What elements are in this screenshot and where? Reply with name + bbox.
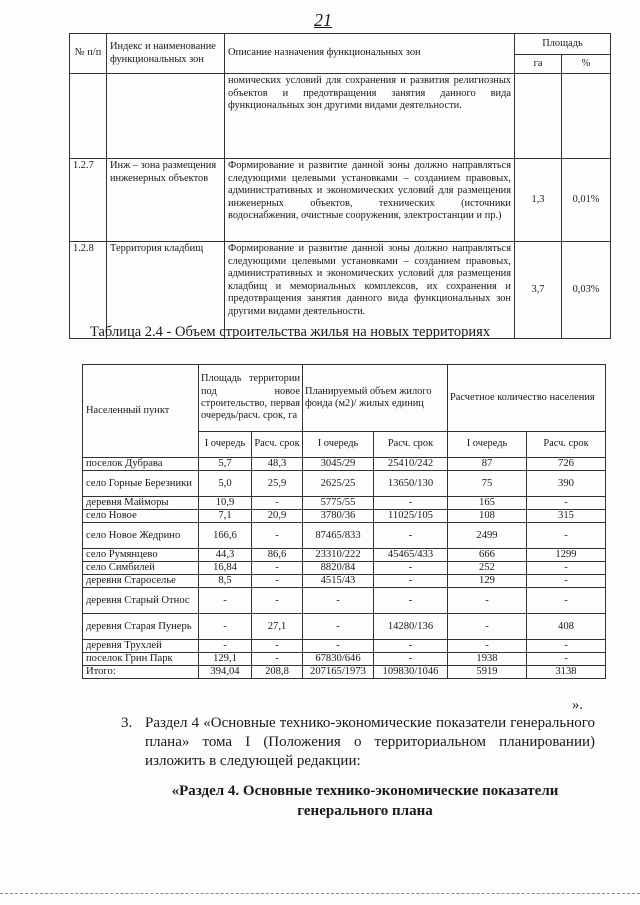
table-row [83, 640, 606, 653]
zone-percent: 0,03% [562, 242, 611, 339]
table-row [83, 471, 606, 497]
table-row [83, 549, 606, 562]
settlement-name: деревня Трухлей [83, 640, 199, 653]
area-calc: - [252, 640, 303, 653]
area-calc: 27,1 [252, 614, 303, 640]
fund-first: 23310/222 [303, 549, 374, 562]
area-calc: 25,9 [252, 471, 303, 497]
fund-calc: 13650/130 [374, 471, 448, 497]
header-calc-term: Расч. срок [252, 432, 303, 458]
fund-first: 5775/55 [303, 497, 374, 510]
population-calc: 3138 [527, 666, 606, 679]
table-row [83, 458, 606, 471]
zone-hectares: 1,3 [515, 159, 562, 242]
population-first: - [448, 588, 527, 614]
zone-number: 1.2.7 [70, 159, 107, 242]
header-percent: % [562, 55, 611, 74]
table-row [83, 523, 606, 549]
page-number: 21 [314, 10, 332, 30]
area-first: 10,9 [199, 497, 252, 510]
total-row [83, 666, 606, 679]
area-first: 166,6 [199, 523, 252, 549]
area-calc: - [252, 575, 303, 588]
area-calc: - [252, 497, 303, 510]
zone-description: Формирование и развитие данной зоны должно направляться следующими целевыми установками – созданием правовых, административных и экономических условий для размещения инженерных объектов, технических (источники водоснабжения, очистные сооружения, электростанции и пр.) [225, 159, 515, 242]
settlement-name: село Новое Жедрино [83, 523, 199, 549]
table-row [83, 510, 606, 523]
fund-first: 8820/84 [303, 562, 374, 575]
fund-first: - [303, 588, 374, 614]
area-calc: - [252, 653, 303, 666]
population-calc: - [527, 653, 606, 666]
header-first-stage: I очередь [303, 432, 374, 458]
area-first: 5,7 [199, 458, 252, 471]
table-row [83, 588, 606, 614]
fund-calc: - [374, 588, 448, 614]
area-first: 8,5 [199, 575, 252, 588]
header-first-stage: I очередь [448, 432, 527, 458]
area-calc: - [252, 588, 303, 614]
zone-name: Инж – зона размещения инженерных объектов [107, 159, 225, 242]
area-calc: 86,6 [252, 549, 303, 562]
population-first: 5919 [448, 666, 527, 679]
table-cell [515, 74, 562, 159]
zone-name: Территория кладбищ [107, 242, 225, 339]
area-first: - [199, 614, 252, 640]
population-calc: 390 [527, 471, 606, 497]
table-row [83, 653, 606, 666]
table-row [83, 562, 606, 575]
fund-calc: - [374, 562, 448, 575]
settlement-name: деревня Староселье [83, 575, 199, 588]
population-first: 75 [448, 471, 527, 497]
settlement-name: село Румянцево [83, 549, 199, 562]
area-first: 16,84 [199, 562, 252, 575]
fund-first: - [303, 640, 374, 653]
amendment-paragraph [121, 714, 595, 772]
closing-quote: ». [572, 697, 583, 713]
fund-first: 67830/646 [303, 653, 374, 666]
area-first: 44,3 [199, 549, 252, 562]
settlement-name: село Горные Березники [83, 471, 199, 497]
population-first: 666 [448, 549, 527, 562]
header-area: Площадь территории под новое строительство, первая очередь/расч. срок, га [199, 365, 303, 432]
population-calc: - [527, 523, 606, 549]
population-calc: - [527, 588, 606, 614]
header-housing-fund: Планируемый объем жилого фонда (м2)/ жилых единиц [303, 365, 448, 432]
fund-calc: 45465/433 [374, 549, 448, 562]
zone-percent: 0,01% [562, 159, 611, 242]
area-first: - [199, 640, 252, 653]
fund-calc: - [374, 640, 448, 653]
population-calc: 408 [527, 614, 606, 640]
table-row [83, 614, 606, 640]
page-bottom-edge [0, 893, 640, 895]
area-first: 129,1 [199, 653, 252, 666]
population-calc: - [527, 640, 606, 653]
continued-description: номических условий для сохранения и развития религиозных объектов и предотвращения занятия данного вида функциональных зон другими видами деятельности. [225, 74, 515, 159]
item-number: 3. [121, 715, 133, 731]
header-number: № п/п [70, 34, 107, 74]
zone-description: Формирование и развитие данной зоны должно направляться следующими целевыми установками – созданием правовых, административных и экономических условий для размещения кладбищ и мемориальных комплексов, их сохранения и предотвращения занятия данного вида функциональных зон другими видами деятельности. [225, 242, 515, 339]
fund-calc: 109830/1046 [374, 666, 448, 679]
population-first: - [448, 640, 527, 653]
area-first: 394,04 [199, 666, 252, 679]
population-first: 87 [448, 458, 527, 471]
population-calc: 1299 [527, 549, 606, 562]
total-label: Итого: [83, 666, 199, 679]
table-cell [107, 74, 225, 159]
settlement-name: поселок Дубрава [83, 458, 199, 471]
population-calc: - [527, 562, 606, 575]
fund-calc: 11025/105 [374, 510, 448, 523]
population-first: - [448, 614, 527, 640]
population-first: 108 [448, 510, 527, 523]
settlement-name: село Симбилей [83, 562, 199, 575]
area-calc: 208,8 [252, 666, 303, 679]
settlement-name: деревня Майморы [83, 497, 199, 510]
area-calc: 20,9 [252, 510, 303, 523]
population-calc: 726 [527, 458, 606, 471]
fund-calc: - [374, 575, 448, 588]
settlement-name: деревня Старый Относ [83, 588, 199, 614]
header-description: Описание назначения функциональных зон [225, 34, 515, 74]
fund-first: - [303, 614, 374, 640]
header-population: Расчетное количество населения [448, 365, 606, 432]
area-first: 5,0 [199, 471, 252, 497]
population-calc: - [527, 497, 606, 510]
fund-first: 3045/29 [303, 458, 374, 471]
housing-construction-table [82, 364, 606, 679]
population-first: 1938 [448, 653, 527, 666]
population-first: 129 [448, 575, 527, 588]
fund-first: 3780/36 [303, 510, 374, 523]
settlement-name: поселок Грин Парк [83, 653, 199, 666]
header-first-stage: I очередь [199, 432, 252, 458]
header-settlement: Населенный пункт [83, 365, 199, 458]
fund-first: 4515/43 [303, 575, 374, 588]
header-hectares: га [515, 55, 562, 74]
fund-calc: 25410/242 [374, 458, 448, 471]
table-row [83, 497, 606, 510]
fund-calc: 14280/136 [374, 614, 448, 640]
population-calc: - [527, 575, 606, 588]
fund-calc: - [374, 497, 448, 510]
area-first: 7,1 [199, 510, 252, 523]
zone-number: 1.2.8 [70, 242, 107, 339]
population-first: 165 [448, 497, 527, 510]
settlement-name: деревня Старая Пунерь [83, 614, 199, 640]
fund-first: 2625/25 [303, 471, 374, 497]
area-calc: 48,3 [252, 458, 303, 471]
area-calc: - [252, 562, 303, 575]
settlement-name: село Новое [83, 510, 199, 523]
header-index-name: Индекс и наименование функциональных зон [107, 34, 225, 74]
table-caption: Таблица 2.4 - Объем строительства жилья на новых территориях [90, 324, 491, 340]
population-first: 252 [448, 562, 527, 575]
fund-calc: - [374, 523, 448, 549]
header-calc-term: Расч. срок [374, 432, 448, 458]
fund-first: 207165/1973 [303, 666, 374, 679]
table-cell [70, 74, 107, 159]
item-text: Раздел 4 «Основные технико-экономические показатели генерального плана» тома I (Положения о территориальном планировании) изложить в следующей редакции: [145, 715, 595, 770]
table-cell [562, 74, 611, 159]
header-calc-term: Расч. срок [527, 432, 606, 458]
area-calc: - [252, 523, 303, 549]
zone-hectares: 3,7 [515, 242, 562, 339]
header-area: Площадь [515, 34, 611, 55]
population-first: 2499 [448, 523, 527, 549]
fund-first: 87465/833 [303, 523, 374, 549]
table-row [83, 575, 606, 588]
area-first: - [199, 588, 252, 614]
fund-calc: - [374, 653, 448, 666]
section-heading: «Раздел 4. Основные технико-экономические показатели генерального плана [171, 783, 559, 819]
population-calc: 315 [527, 510, 606, 523]
functional-zones-table [69, 33, 611, 339]
